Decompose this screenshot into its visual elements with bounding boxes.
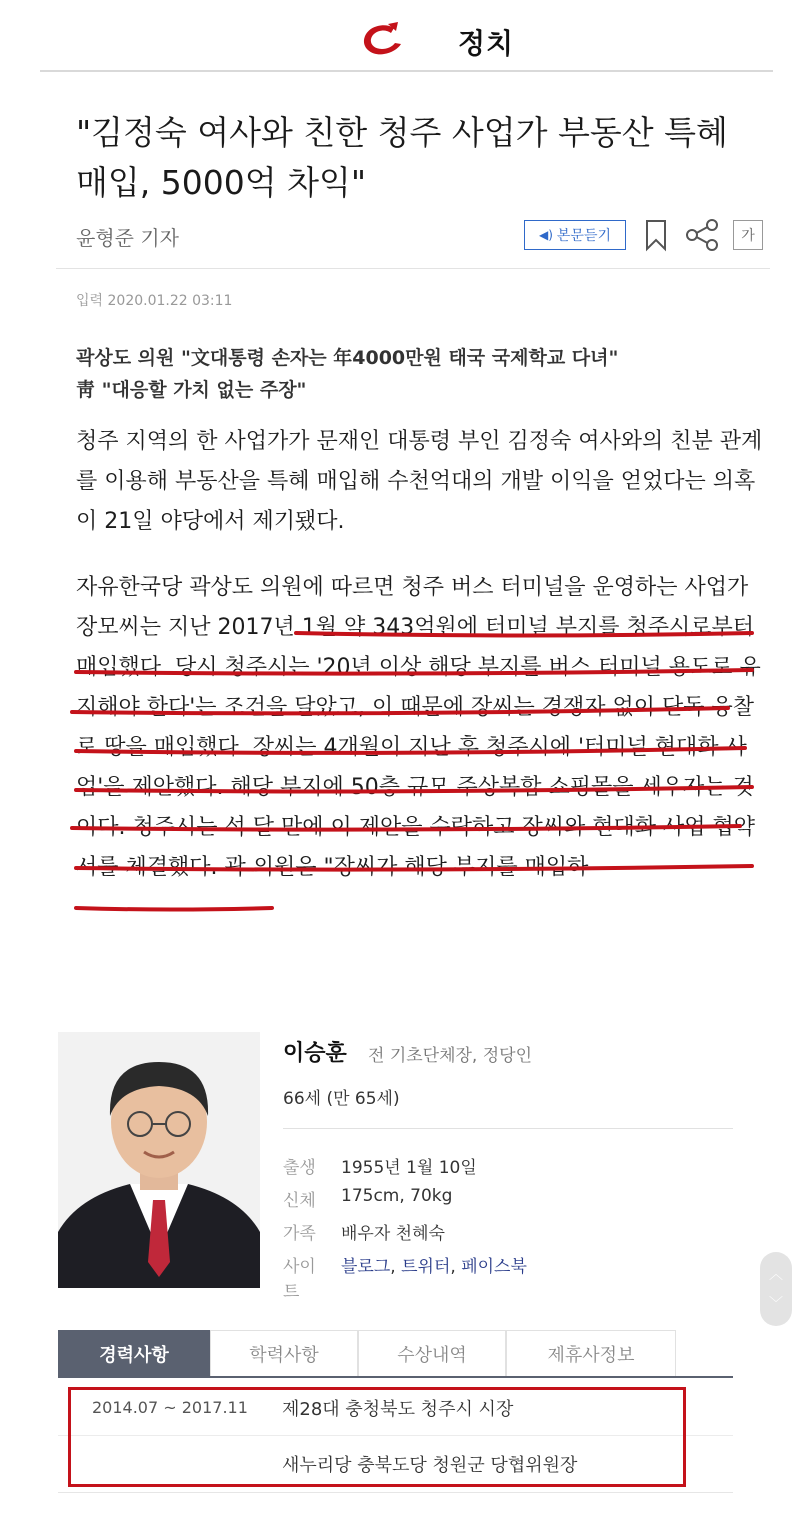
career-row [58, 1380, 733, 1436]
info-key: 사이트 [283, 1257, 316, 1302]
share-icon[interactable] [684, 218, 720, 252]
separator: , [450, 1257, 462, 1277]
article-subheadline [76, 342, 756, 406]
info-value: 175cm, 70kg [341, 1186, 453, 1206]
listen-label: 본문듣기 [556, 228, 612, 244]
info-key: 신체 [283, 1191, 316, 1211]
info-row-site [283, 1252, 527, 1302]
profile-age: 66세 (만 65세) [283, 1089, 400, 1109]
site-links [341, 1252, 527, 1302]
info-value: 배우자 천혜숙 [341, 1224, 445, 1244]
profile-photo [58, 1032, 260, 1288]
reporter-name[interactable]: 윤형준 기자 [76, 226, 179, 250]
profile-role: 전 기초단체장, 정당인 [368, 1046, 533, 1066]
info-key: 출생 [283, 1158, 316, 1178]
profile-tabs [58, 1330, 733, 1378]
site-link-facebook[interactable]: 페이스북 [461, 1257, 527, 1277]
listen-article-button[interactable] [524, 220, 626, 250]
publish-date: 입력 2020.01.22 03:11 [76, 293, 233, 309]
info-row-family [283, 1219, 445, 1244]
profile-name: 이승훈 [283, 1041, 347, 1066]
divider [56, 268, 770, 269]
site-link-blog[interactable]: 블로그 [341, 1257, 391, 1277]
info-value: 1955년 1월 10일 [341, 1158, 477, 1178]
subhead-line-2: 靑 "대응할 가치 없는 주장" [76, 379, 307, 401]
info-key: 가족 [283, 1224, 316, 1244]
article-headline: "김정숙 여사와 친한 청주 사업가 부동산 특혜 매입, 5000억 차익" [76, 113, 728, 202]
divider [58, 1492, 733, 1493]
site-link-twitter[interactable]: 트위터 [401, 1257, 451, 1277]
separator: , [390, 1257, 402, 1277]
subhead-line-1: 곽상도 의원 "文대통령 손자는 年4000만원 태국 국제학교 다녀" [76, 347, 619, 369]
career-period: 2014.07 ~ 2017.11 [92, 1398, 248, 1417]
tab-partner-info[interactable]: 제휴사정보 [506, 1330, 676, 1376]
info-row-birth [283, 1153, 477, 1178]
scroll-up-icon[interactable]: ︿ [769, 1266, 783, 1283]
speaker-icon: ◀) [538, 228, 553, 242]
section-title: 정치 [458, 27, 515, 60]
divider [283, 1128, 733, 1129]
newspaper-logo-icon [358, 22, 404, 58]
info-row-body [283, 1186, 452, 1211]
scroll-widget[interactable] [760, 1252, 792, 1326]
bookmark-icon[interactable] [644, 218, 668, 252]
font-size-button[interactable]: 가 [733, 220, 763, 250]
tab-awards[interactable]: 수상내역 [358, 1330, 506, 1376]
article-paragraph: 청주 지역의 한 사업가가 문재인 대통령 부인 김정숙 여사와의 친분 관계를 이용해 부동산을 특혜 매입해 수천억대의 개발 이익을 얻었다는 의혹이 21일 야당에서 제기됐다. [76, 429, 763, 534]
tab-education[interactable]: 학력사항 [210, 1330, 358, 1376]
tab-career[interactable]: 경력사항 [58, 1330, 210, 1376]
section-header [40, 0, 773, 72]
career-desc: 제28대 충청북도 청주시 시장 [282, 1398, 514, 1420]
article-paragraph: 자유한국당 곽상도 의원에 따르면 청주 버스 터미널을 운영하는 사업가 장모씨는 지난 2017년 1월 약 343억원에 터미널 부지를 청주시로부터 매입했다. 당시 청주시는 '20년 이상 해당 부지를 버스 터미널 용도로 유지해야 한다'는 조건을 달았고, 이 때문에 장씨는 경쟁자 없이 단독 응찰로 땅을 매입했다. 장씨는 4개월이 지난 후 청주시에 '터미널 현대화 사업'을 제안했다. 해당 부지에 50층 규모 주상복합 쇼핑몰을 세우자는 것이다. 청주시는 석 달 만에 이 제안을 수락하고 장씨와 현대화 사업 협약서를 체결했다. 곽 의원은 "장씨가 해당 부지를 매입하 [76, 575, 761, 880]
scroll-down-icon[interactable]: ﹀ [769, 1295, 783, 1312]
career-row [58, 1436, 733, 1492]
career-desc: 새누리당 충북도당 청원군 당협위원장 [282, 1455, 578, 1476]
